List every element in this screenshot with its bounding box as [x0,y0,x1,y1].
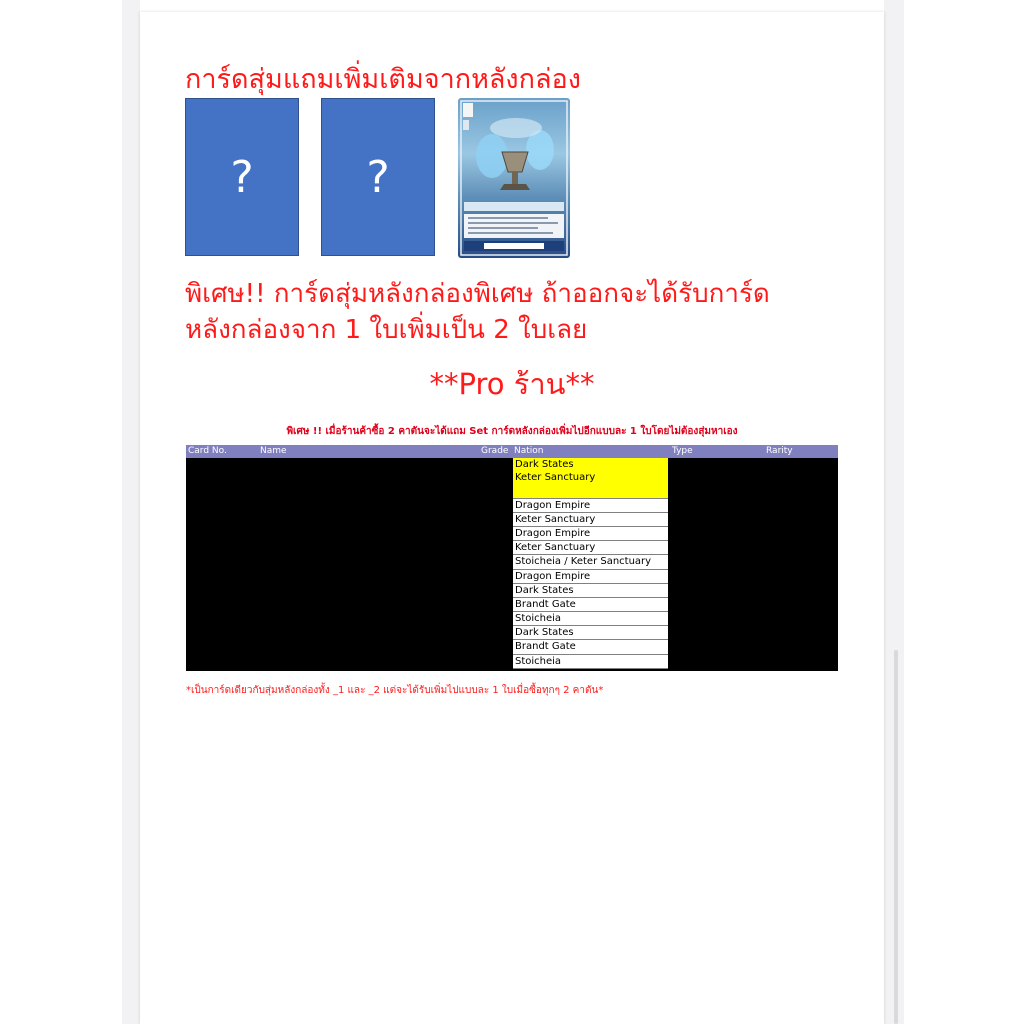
sheet-banner: พิเศษ !! เมื่อร้านค้าซื้อ 2 คาตันจะได้แถม Set การ์ดหลังกล่องเพิ่มไปอีกแบบละ 1 ใบโดยไม่ต้องสุ่มหาเอง [186,417,838,445]
header-type: Type [672,446,693,456]
nation-cell: Dark States [513,584,668,598]
nation-cell: Dragon Empire [513,527,668,541]
mystery-card-label: ? [230,151,254,203]
card-artwork [458,98,570,258]
nation-column [513,458,668,669]
nation-cell: Keter Sanctuary [513,513,668,527]
nation-cell: Brandt Gate [513,598,668,612]
nation-cell: Dragon Empire [513,570,668,584]
special-line-1: พิเศษ!! การ์ดสุ่มหลังกล่องพิเศษ ถ้าออกจะได้รับการ์ด [185,279,770,309]
mystery-card-label: ? [366,151,390,203]
special-line-2: หลังกล่องจาก 1 ใบเพิ่มเป็น 2 ใบเลย [185,315,588,345]
nation-cell: Stoicheia [513,655,668,669]
nation-cell: Keter Sanctuary [513,541,668,555]
nation-cell: Stoicheia [513,612,668,626]
sheet-header-row [186,445,838,458]
mystery-card-2 [321,98,435,256]
nation-cell: Dark States [513,458,668,471]
left-gutter [122,0,140,1024]
header-name: Name [260,446,287,456]
nation-cell [513,484,668,498]
nation-cell: Stoicheia / Keter Sanctuary [513,555,668,569]
card-list-sheet [186,417,838,671]
mystery-card-1 [185,98,299,256]
bonus-title: การ์ดสุ่มแถมเพิ่มเติมจากหลังกล่อง [185,64,581,95]
card-image [458,98,570,258]
nation-cell: Keter Sanctuary [513,471,668,484]
nation-cell: Dragon Empire [513,499,668,513]
nation-cell: Brandt Gate [513,640,668,654]
header-rarity: Rarity [766,446,793,456]
nation-cell: Dark States [513,626,668,640]
header-grade: Grade [481,446,509,456]
pro-shop-label: **Pro ร้าน** [429,367,595,401]
header-nation: Nation [514,446,544,456]
scrollbar-thumb[interactable] [894,650,898,1024]
footnote: *เป็นการ์ดเดียวกับสุ่มหลังกล่องทั้ง _1 และ _2 แต่จะได้รับเพิ่มไปแบบละ 1 ใบเมื่อซื้อทุกๆ 2 คาตัน* [186,685,604,696]
special-offer-text [185,276,865,348]
header-card-no: Card No. [188,446,227,456]
